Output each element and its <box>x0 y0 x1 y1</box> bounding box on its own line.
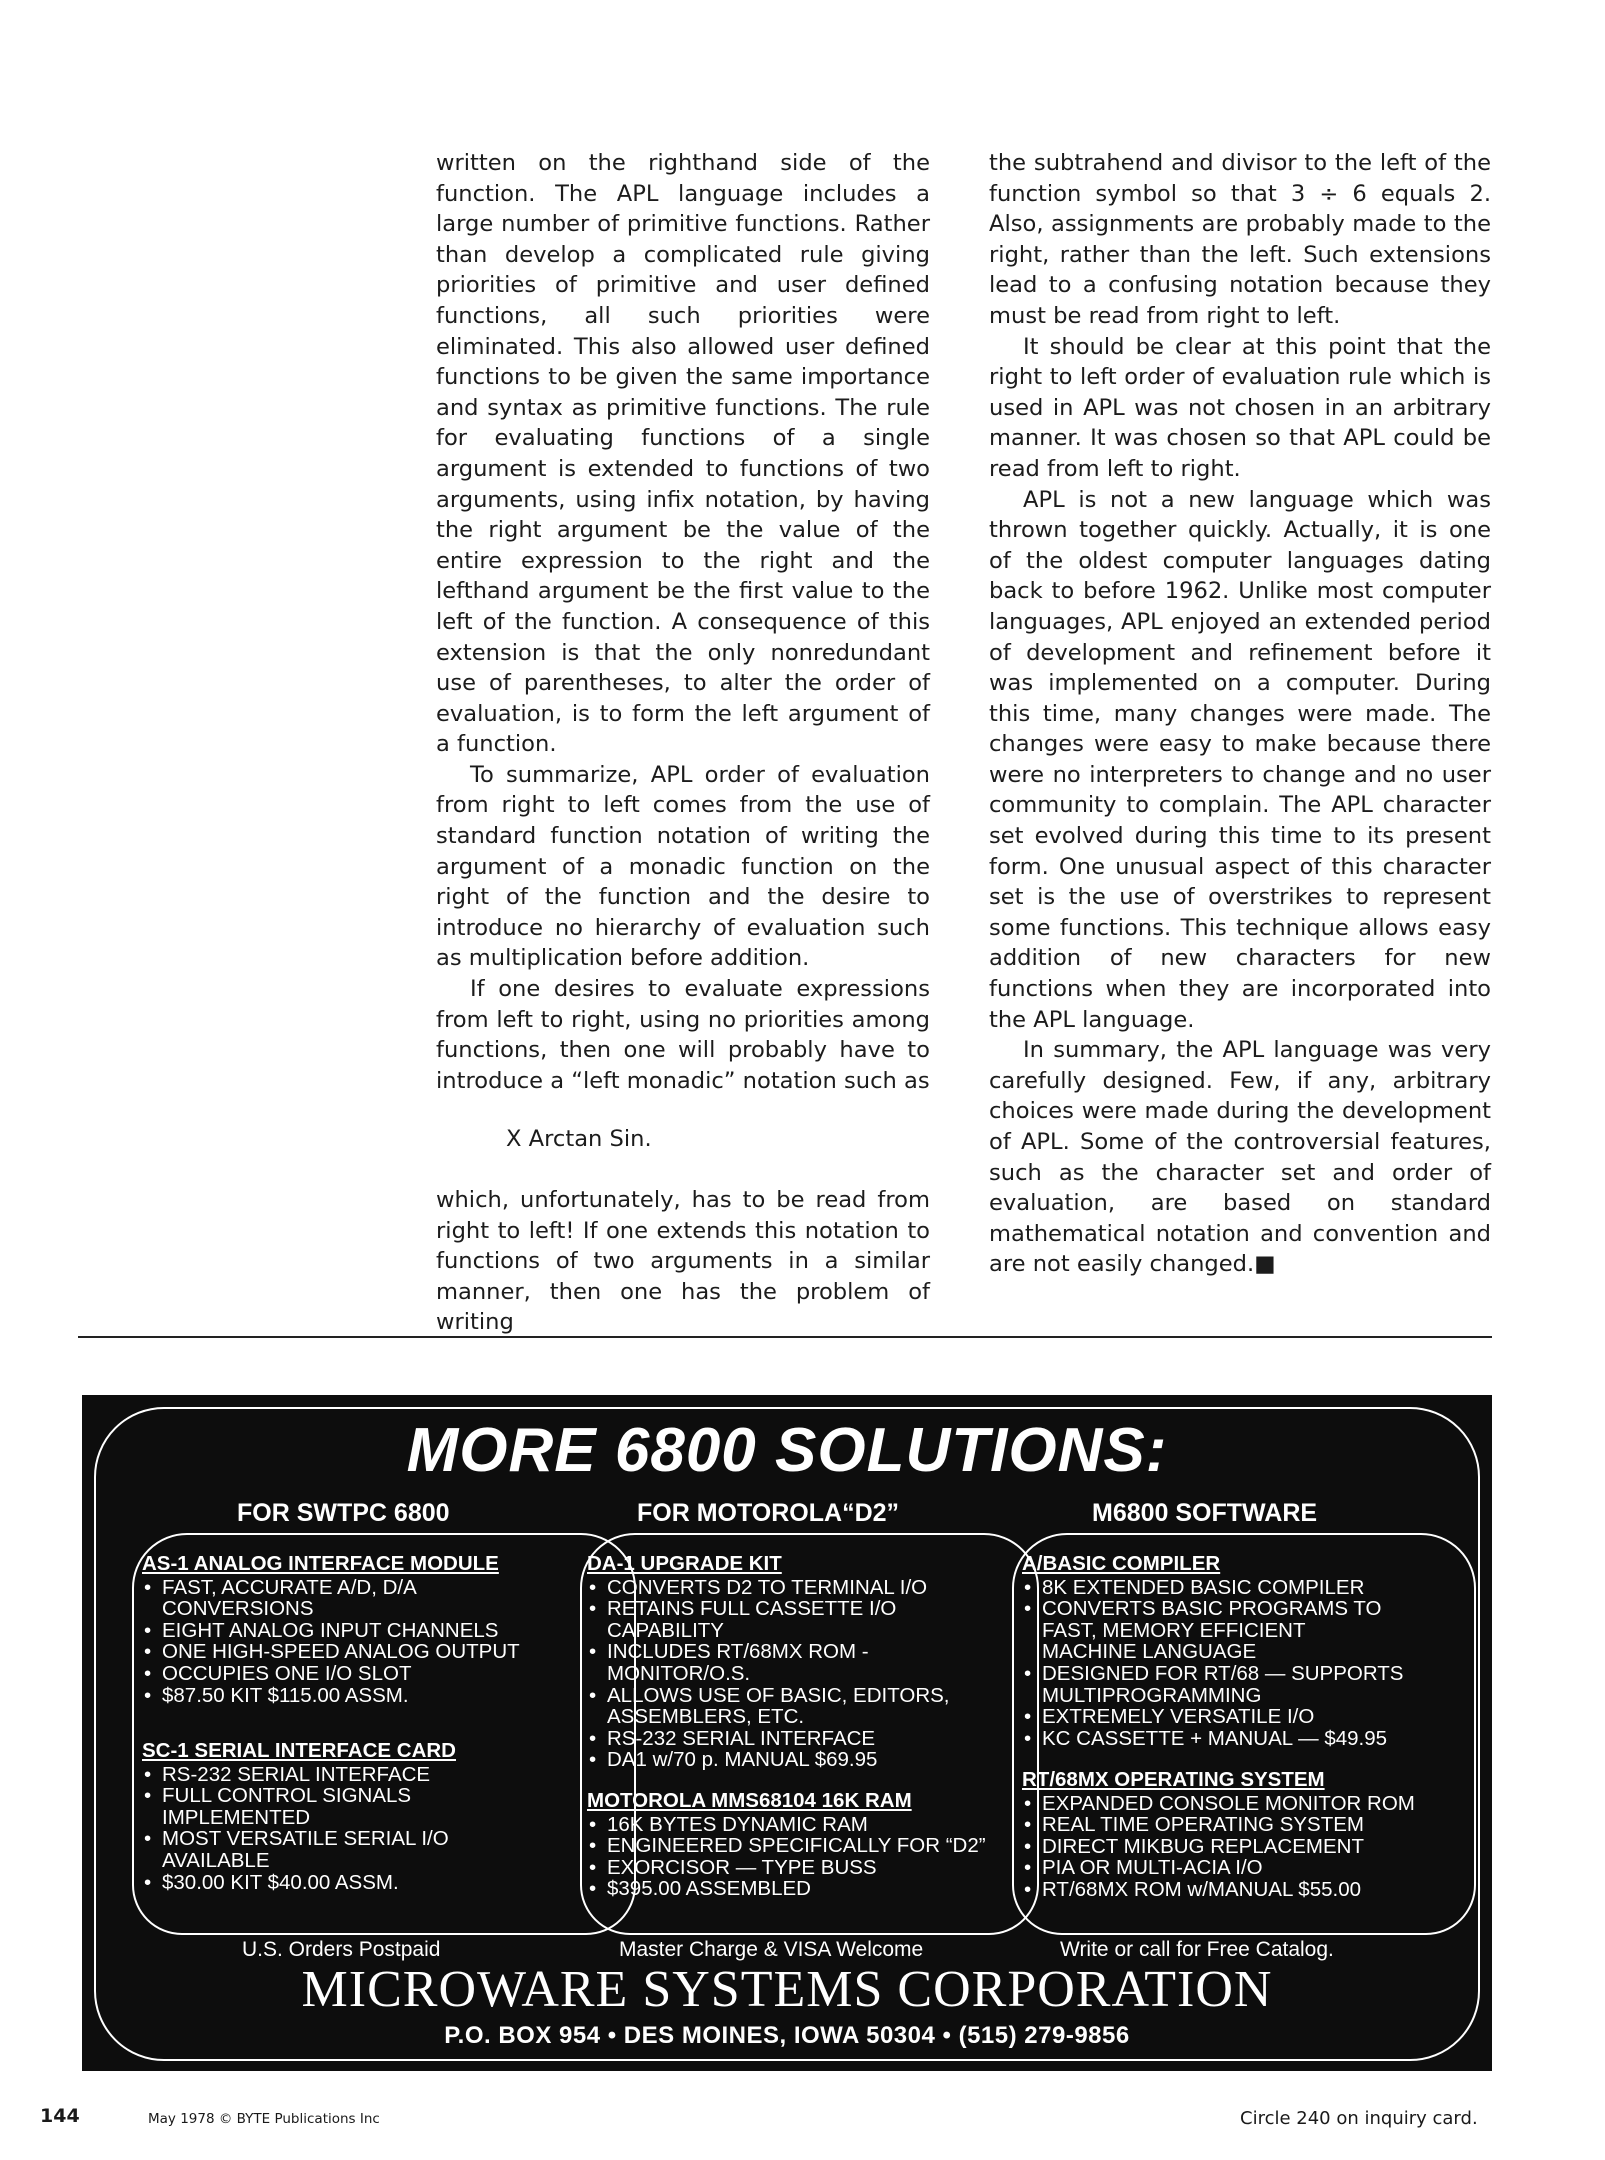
col-head-motorola: FOR MOTOROLA“D2” <box>637 1499 900 1527</box>
da1-feature-cont-text: CAPABILITY <box>607 1618 724 1642</box>
da1-feature: • INCLUDES RT/68MX ROM - <box>587 1641 950 1663</box>
as1-feature-cont-text: CONVERSIONS <box>162 1597 314 1621</box>
abasic-feature-cont <box>1022 1685 1403 1707</box>
da1-feature-cont <box>587 1663 950 1685</box>
sc1-feature: • RS-232 SERIAL INTERFACE <box>142 1764 456 1786</box>
abasic-feature-cont-text: FAST, MEMORY EFFICIENT <box>1042 1618 1306 1642</box>
payment-note: Master Charge & VISA Welcome <box>619 1938 924 1961</box>
da1-feature: • RS-232 SERIAL INTERFACE <box>587 1728 950 1750</box>
da1-feature: • CONVERTS D2 TO TERMINAL I/O <box>587 1577 950 1599</box>
as1-feature: • ONE HIGH-SPEED ANALOG OUTPUT <box>142 1641 520 1663</box>
as1-feature: • EIGHT ANALOG INPUT CHANNELS <box>142 1620 520 1642</box>
mms68104-feature: • ENGINEERED SPECIFICALLY FOR “D2” <box>587 1835 986 1857</box>
right-paragraph-4-text: In summary, the APL language was very carefully designed. Few, if any, arbitrary choices were made during the development of APL. Some of the controversial features, such as the character set and order of evaluation, are based on standard mathematical notation and convention and are not easily changed. <box>989 1037 1491 1278</box>
sc1-feature: • FULL CONTROL SIGNALS <box>142 1785 456 1807</box>
da1-feature: • ALLOWS USE OF BASIC, EDITORS, <box>587 1685 950 1707</box>
article-right-column <box>989 148 1491 1280</box>
left-paragraph-3: If one desires to evaluate expressions from left to right, using no priorities among functions, then one will probably have to introduce a “left monadic” notation such as <box>436 976 930 1094</box>
sc1-feature-cont-text: IMPLEMENTED <box>162 1805 311 1829</box>
rt68mx-feature: • DIRECT MIKBUG REPLACEMENT <box>1022 1836 1415 1858</box>
company-address: P.O. BOX 954 • DES MOINES, IOWA 50304 • (515) 279-9856 <box>444 2022 1130 2049</box>
as1-feature: • FAST, ACCURATE A/D, D/A <box>142 1577 520 1599</box>
sc1-product-block <box>142 1740 456 1893</box>
sc1-feature-cont <box>142 1850 456 1872</box>
left-paragraph-4: which, unfortunately, has to be read from right to left! If one extends this notation to functions of two arguments in a similar manner, then one has the problem of writing <box>436 1187 930 1336</box>
abasic-product-block <box>1022 1553 1403 1749</box>
da1-feature-cont-text: ASSEMBLERS, ETC. <box>607 1705 805 1729</box>
right-paragraph-1: the subtrahend and divisor to the left of the function symbol so that 3 ÷ 6 equals 2. Also, assignments are probably made to the right, rather than the left. Such extensions lead to a confusing notation because they must be read from right to left. <box>989 150 1491 329</box>
as1-price: • $87.50 KIT $115.00 ASSM. <box>142 1685 520 1707</box>
rt68mx-feature: • REAL TIME OPERATING SYSTEM <box>1022 1814 1415 1836</box>
mms68104-price: • $395.00 ASSEMBLED <box>587 1878 986 1900</box>
sc1-feature-cont-text: AVAILABLE <box>162 1848 270 1872</box>
rt68mx-price: • RT/68MX ROM w/MANUAL $55.00 <box>1022 1879 1415 1901</box>
issue-line: May 1978 © BYTE Publications Inc <box>148 2111 380 2127</box>
da1-feature-cont <box>587 1620 950 1642</box>
page-number: 144 <box>40 2105 80 2127</box>
sc1-feature: • MOST VERSATILE SERIAL I/O <box>142 1828 456 1850</box>
abasic-price: • KC CASSETTE + MANUAL — $49.95 <box>1022 1728 1403 1750</box>
col-head-swtpc: FOR SWTPC 6800 <box>237 1499 450 1527</box>
da1-feature: • RETAINS FULL CASSETTE I/O <box>587 1598 950 1620</box>
abasic-feature-cont <box>1022 1620 1403 1642</box>
da1-price: • DA1 w/70 p. MANUAL $69.95 <box>587 1749 950 1771</box>
as1-feature-cont <box>142 1598 520 1620</box>
abasic-feature: • 8K EXTENDED BASIC COMPILER <box>1022 1577 1403 1599</box>
sc1-title: SC-1 SERIAL INTERFACE CARD <box>142 1739 456 1762</box>
abasic-title: A/BASIC COMPILER <box>1022 1552 1221 1575</box>
as1-product-block <box>142 1553 520 1706</box>
left-paragraph-1: written on the righthand side of the function. The APL language includes a large number of primitive functions. Rather than develop a complicated rule giving priorities of primitive and user defined functions, all such priorities were eliminated. This also allowed user defined functions to be given the same importance and syntax as primitive functions. The rule for evaluating functions of a single argument is extended to functions of two arguments, using infix notation, by having the right argument be the value of the entire expression to the right and the lefthand argument be the first value to the left of the function. A consequence of this extension is that the only nonredundant use of parentheses, to alter the order of evaluation, is to form the left argument of a function. <box>436 150 930 758</box>
da1-title: DA-1 UPGRADE KIT <box>587 1552 782 1575</box>
article-left-column <box>436 148 930 1338</box>
rt68mx-title: RT/68MX OPERATING SYSTEM <box>1022 1768 1325 1791</box>
abasic-feature: • DESIGNED FOR RT/68 — SUPPORTS <box>1022 1663 1403 1685</box>
mms68104-title: MOTOROLA MMS68104 16K RAM <box>587 1789 912 1812</box>
right-paragraph-3: APL is not a new language which was thrown together quickly. Actually, it is one of the oldest computer languages dating back to before 1962. Unlike most computer languages, APL enjoyed an extended period of development and refinement before it was implemented on a computer. During this time, many changes were made. The changes were easy to make because there were no interpreters to change and no user community to complain. The APL character set evolved during this time to its present form. One unusual aspect of this character set is the use of overstrikes to represent some functions. This technique allows easy addition of new characters for new functions when they are incorporated into the APL language. <box>989 486 1491 1033</box>
mms68104-product-block <box>587 1790 986 1900</box>
right-paragraph-2: It should be clear at this point that the right to left order of evaluation rule which is used in APL was not chosen in an arbitrary manner. It was chosen so that APL could be read from left to right. <box>989 333 1491 482</box>
col-head-software: M6800 SOFTWARE <box>1092 1499 1318 1527</box>
da1-product-block <box>587 1553 950 1771</box>
microware-advertisement <box>82 1395 1492 2071</box>
right-paragraph-4 <box>989 1035 1491 1280</box>
catalog-note: Write or call for Free Catalog. <box>1060 1938 1334 1961</box>
mms68104-feature: • EXORCISOR — TYPE BUSS <box>587 1857 986 1879</box>
sc1-price: • $30.00 KIT $40.00 ASSM. <box>142 1872 456 1894</box>
abasic-feature-cont-text: MULTIPROGRAMMING <box>1042 1683 1262 1707</box>
abasic-feature: • EXTREMELY VERSATILE I/O <box>1022 1706 1403 1728</box>
sc1-feature-cont <box>142 1807 456 1829</box>
rt68mx-product-block <box>1022 1769 1415 1901</box>
rt68mx-feature: • PIA OR MULTI-ACIA I/O <box>1022 1857 1415 1879</box>
ad-headline: MORE 6800 SOLUTIONS: <box>406 1416 1168 1485</box>
as1-feature: • OCCUPIES ONE I/O SLOT <box>142 1663 520 1685</box>
example-expression: X Arctan Sin. <box>506 1126 652 1153</box>
section-divider <box>78 1336 1492 1338</box>
mms68104-feature: • 16K BYTES DYNAMIC RAM <box>587 1814 986 1836</box>
end-mark: ■ <box>1254 1251 1276 1278</box>
company-name: MICROWARE SYSTEMS CORPORATION <box>301 1961 1273 2018</box>
abasic-feature-cont <box>1022 1641 1403 1663</box>
da1-feature-cont <box>587 1706 950 1728</box>
inquiry-card-note: Circle 240 on inquiry card. <box>1240 2108 1478 2129</box>
rt68mx-feature: • EXPANDED CONSOLE MONITOR ROM <box>1022 1793 1415 1815</box>
abasic-feature: • CONVERTS BASIC PROGRAMS TO <box>1022 1598 1403 1620</box>
postpaid-note: U.S. Orders Postpaid <box>242 1938 441 1961</box>
as1-title: AS-1 ANALOG INTERFACE MODULE <box>142 1552 499 1575</box>
da1-feature-cont-text: MONITOR/O.S. <box>607 1661 751 1685</box>
abasic-feature-cont-text: MACHINE LANGUAGE <box>1042 1640 1257 1664</box>
left-paragraph-2: To summarize, APL order of evaluation from right to left comes from the use of standard function notation of writing the argument of a monadic function on the right of the function and the desire to introduce no hierarchy of evaluation such as multiplication before addition. <box>436 761 930 972</box>
